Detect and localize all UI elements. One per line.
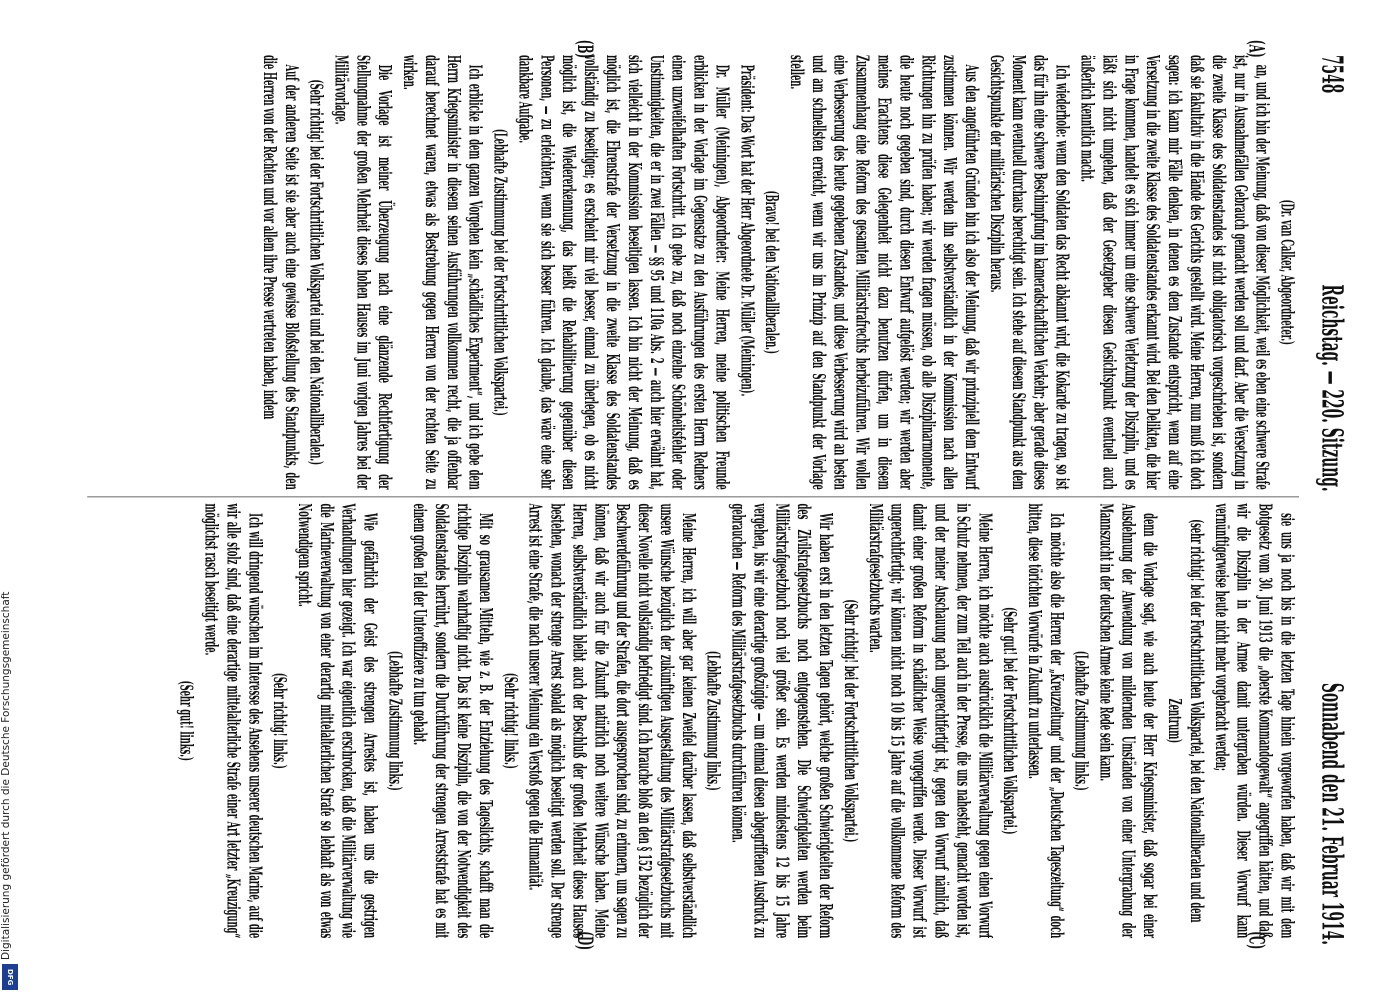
funding-note: Digitalisierung gefördert durch die Deutsche Forschungsgemeinschaft	[0, 591, 12, 960]
interjection: (Bravo! bei den Nationalliberalen.)	[761, 190, 784, 354]
interjection: (sehr richtig! bei der Fortschrittlichen Volkspartei, bei den Nationalliberalen und dem Zentrum)	[1164, 519, 1209, 923]
right-column	[73, 503, 1299, 938]
paragraph: Wie gefährlich der Geist des strengen Arrestes ist, haben uns die gestrigen Verhandlungen hier gezeigt. Ich war eigentlich erschrocken, daß die Militärverwaltung wie die Marineverwaltung von einer derartig mittelalterlichen Strafe so lebhaft als von etwas Notwendigem spricht.	[294, 503, 383, 939]
paragraph: Ich will dringend wünschen im Interesse des Ansehens unserer deutschen Marine, auf die wir alle stolz sind, daß eine derartige mittelalterliche Strafe einer Art letzter „Kreuzigung“ möglichst rasch beseitigt werde.	[201, 503, 267, 939]
paragraph: sie uns ja noch bis in die letzten Tage hinein vorgeworfen haben, daß wir mit dem Botgesetz vom 30. Juni 1913 die „oberste Kommandogewalt“ angegriffen hätten, und daß wir die Disziplin in der Armee damit untergraben würden. Dieser Vorwurf kann vernünftigerweise heute nicht mehr vorgebracht werden;	[1211, 503, 1299, 939]
interjection: (Dr. van Calker, Abgeordneter.)	[1277, 199, 1299, 345]
margin-mark-a: (A)	[1243, 39, 1270, 58]
paragraph: Ich wiederhole: wenn den Soldaten das Recht abkannt wird, die Kokarde zu tragen, so ist das für ihn eine schwere Beschimpfung im kameradschaftlichen Verkehr; aber gerade dieses Moment kann eventuell durchaus berechtigt sein. Ich stehe auf diesem Standpunkt aus dem Gesichtspunkte der militärischen Disziplin heraus.	[986, 54, 1075, 490]
paragraph: Ich erblicke in dem ganzen Vorgehen kein „schädliches Experiment“, und ich gebe dem Herrn Kriegsminister in diesem seinen Ausführungen vollkommen recht, die ja offenbar darauf berechnet waren, etwas als Bestrebung gegen Herren von der rechten Seite zu wirken.	[399, 54, 488, 490]
paragraph: Wir haben erst in den letzten Tagen gehört, welche großen Schwierigkeiten der Reform des Zivilstrafgesetzbuchs noch entgegenstehen. Die Schwierigkeiten werden beim Militärstrafgesetzbuch noch viel größer sein. Es werden mindestens 12 bis 15 Jahre vergehen, bis wir eine derartige großzügige — um einmal diesen abgegriffenen Ausdruck zu gebrauchen — Reform des Militärstrafgesetzbuchs durchführen können.	[728, 503, 838, 939]
interjection: (Lebhafte Zustimmung links.)	[703, 650, 726, 791]
interjection: (Lebhafte Zustimmung links.)	[1071, 650, 1094, 791]
newspaper-page	[73, 39, 1358, 951]
paragraph: Aus den angeführten Gründen bin ich also der Meinung, daß wir prinzipiell dem Entwurf zustimmen können. Wir werden ihn selbstverständlich in der Kommission nach allen Richtungen hin zu prüfen haben; wir werden fragen müssen, ob alle Disziplinarmomente, die heute noch gegeben sind, durch diesen Entwurf aufgelöst werden; wir werden aber meines Erachtens diese Gelegenheit nicht dazu benutzen dürfen, um in diesem Zusammenhang eine Reform des gesamten Militärstrafrechts herbeizuführen. Wir wollen eine Verbesserung des heute gegebenen Zustandes, und diese Verbesserung wird an besten und am schnellsten erreicht, wenn wir uns im Prinzip auf den Standpunkt der Vorlage stellen.	[786, 54, 984, 490]
interjection: (Sehr richtig! bei der Fortschrittlichen Volkspartei und bei den Nationalliberalen.)	[306, 79, 329, 466]
paragraph: an, und ich bin der Meinung, daß von dieser Möglichkeit, weil es eben eine schwere Strafe ist, nur in Ausnahmefällen Gebrauch gemacht werden soll und darf. Aber die Versetzung in die zweite Klasse des Soldatenstandes ist nicht obligatorisch vorgeschrieben ist, sondern daß sie fakultativ in die Hände des Gerichts gestellt wird. Meine Herren, nun muß ich doch sagen: ich kann mir Fälle denken, in denen es dem Zustande entspricht, wenn auf eine Versetzung in die zweite Klasse des Soldatenstandes erkannt wird. Bei den Delikten, die hier in Frage kommen, handelt es sich immer um eine schwere Verletzung der Disziplin, und es läßt sich nicht umgehen, daß der Gesetzgeber diesen Gesichtspunkt eventuell auch äußerlich kenntlich macht.	[1077, 54, 1275, 490]
paragraph: Meine Herren, ich möchte auch ausdrücklich die Militärverwaltung gegen einen Vorwurf in Schutz nehmen, der zum Teil auch in der Presse, die uns nahesteht, gemacht worden ist, und der meiner Anschauung nach ungerechtfertigt ist, gegen den Vorwurf nämlich, daß damit einer großen Reform in schädlicher Weise vorgegriffen werde. Dieser Vorwurf ist ungerechtfertigt; wir können nicht noch 10 bis 15 Jahre auf die vollkommene Reform des Militärstrafgesetzbuchs warten.	[865, 503, 997, 939]
margin-mark-b: (B)	[571, 39, 599, 59]
dfg-logo: DFG	[2, 964, 18, 990]
margin-mark-c: (C)	[1243, 931, 1270, 950]
interjection: (Sehr richtig! bei der Fortschrittlichen Volkspartei.)	[840, 599, 863, 843]
interjection: (Lebhafte Zustimmung bei der Fortschrittlichen Volkspartei.)	[490, 128, 513, 416]
header-date: Sonnabend den 21. Februar 1914.	[1315, 682, 1351, 946]
interjection: (Sehr gut! bei der Fortschrittlichen Volkspartei.)	[999, 607, 1022, 835]
rotated-content	[73, 39, 1358, 951]
header-title: Reichstag. — 220. Sitzung.	[1315, 284, 1351, 492]
paragraph: Ich möchte also die Herren der „Kreuzzeitung“ und der „Deutschen Tageszeitung“ doch bitten, diese törichten Vorwürfe in Zukunft zu unterlassen.	[1024, 503, 1069, 939]
paragraph: Auf der anderen Seite ist sie aber auch eine gewisse Bloßstellung des Standpunkts, den die Herren von der Rechten und vor allem ihre Presse vertreten haben, indem	[259, 54, 304, 490]
paragraph: Präsident: Das Wort hat der Herr Abgeordnete Dr. Müller (Meiningen).	[736, 64, 759, 397]
interjection: (Sehr richtig! links.)	[269, 672, 292, 769]
left-column	[73, 55, 1299, 490]
margin-mark-d: (D)	[571, 931, 599, 951]
paragraph: denn die Vorlage sagt, wie auch heute der Herr Kriegsminister, daß sogar bei einer Ausdehnung der Anwendung von mildernden Umständen von einer Untergrabung der Mannszucht in der deutschen Armee keine Rede sein kann.	[1096, 503, 1162, 939]
interjection: (Sehr richtig! links.)	[500, 672, 523, 769]
interjection: (Sehr gut! links.)	[176, 680, 199, 761]
page-number: 7548	[1315, 54, 1351, 94]
interjection: (Lebhafte Zustimmung links.)	[385, 650, 407, 791]
side-strip	[0, 0, 22, 1000]
page-header	[1308, 55, 1358, 945]
paragraph: Meine Herren, ich will aber gar keinen Zweifel darüber lassen, daß selbstverständlich unsere Wünsche bezüglich der zukünftigen Ausgestaltung des Militärstrafgesetzbuchs mit dieser Novelle nicht vollständig befriedigt sind. Ich brauche bloß an den § 152 bezüglich der Beschwerdeführung und der Strafen, die dort ausgesprochen sind, zu erinnern, um sagen zu können, daß wir auch für die Zukunft natürlich noch weitere Wünsche haben. Meine Herren, selbstverständlich bleibt auch der Beschluß der großen Mehrheit dieses Hauses bestehen, wonach der strenge Arrest sobald als möglich beseitigt werden soll. Der strenge Arrest ist eine Strafe, die nach unserer Meinung ein Verstoß gegen die Humanität.	[525, 503, 701, 939]
paragraph: Dr. Müller (Meiningen), Abgeordneter: Meine Herren, meine politischen Freunde erblicken in der Vorlage im Gegensatze zu den Ausführungen des ersten Herrn Redners einen unzweifelhaften Fortschritt. Ich gebe zu, daß noch einzelne Schönheitsfehler oder Unstimmigkeiten, die er in zwei Fällen — §§ 95 und 110a Abs. 2 — auch hier erwähnt hat, sich vielleicht in der Kommission beseitigen lassen. Ich bin nicht der Meinung, daß es möglich ist, die Ehrenstrafe der Versetzung in die zweite Klasse des Soldatenstandes vollständig zu beseitigen; es erscheint mir viel besser, einmal zu überlegen, ob es nicht möglich ist, die Wiedererkennung, das heißt die Rehabilitierung gegenüber diesen Personen, — zu erleichtern, wenn sie sich besser führen. Ich glaube, das wäre eine sehr dankbare Aufgabe.	[514, 54, 734, 490]
paragraph: Die Vorlage ist meiner Überzeugung nach eine glänzende Rechtfertigung der Stellungnahme der großen Mehrheit dieses hohen Hauses im Juni vorigen Jahres bei der Militärvorlage.	[331, 54, 397, 490]
paragraph: Mit so grausamen Mitteln, wie z. B. der Entziehung des Tageslichts, schafft man die richtige Disziplin wahrhaftig nicht. Das ist keine Disziplin, die von der Notwendigkeit des Soldatenstandes herrührt, sondern die Durchführung der strengen Arreststrafe hat es mit einem großen Teil der Unteroffiziere zu tun gehabt.	[409, 503, 498, 939]
column-divider	[87, 497, 1299, 498]
